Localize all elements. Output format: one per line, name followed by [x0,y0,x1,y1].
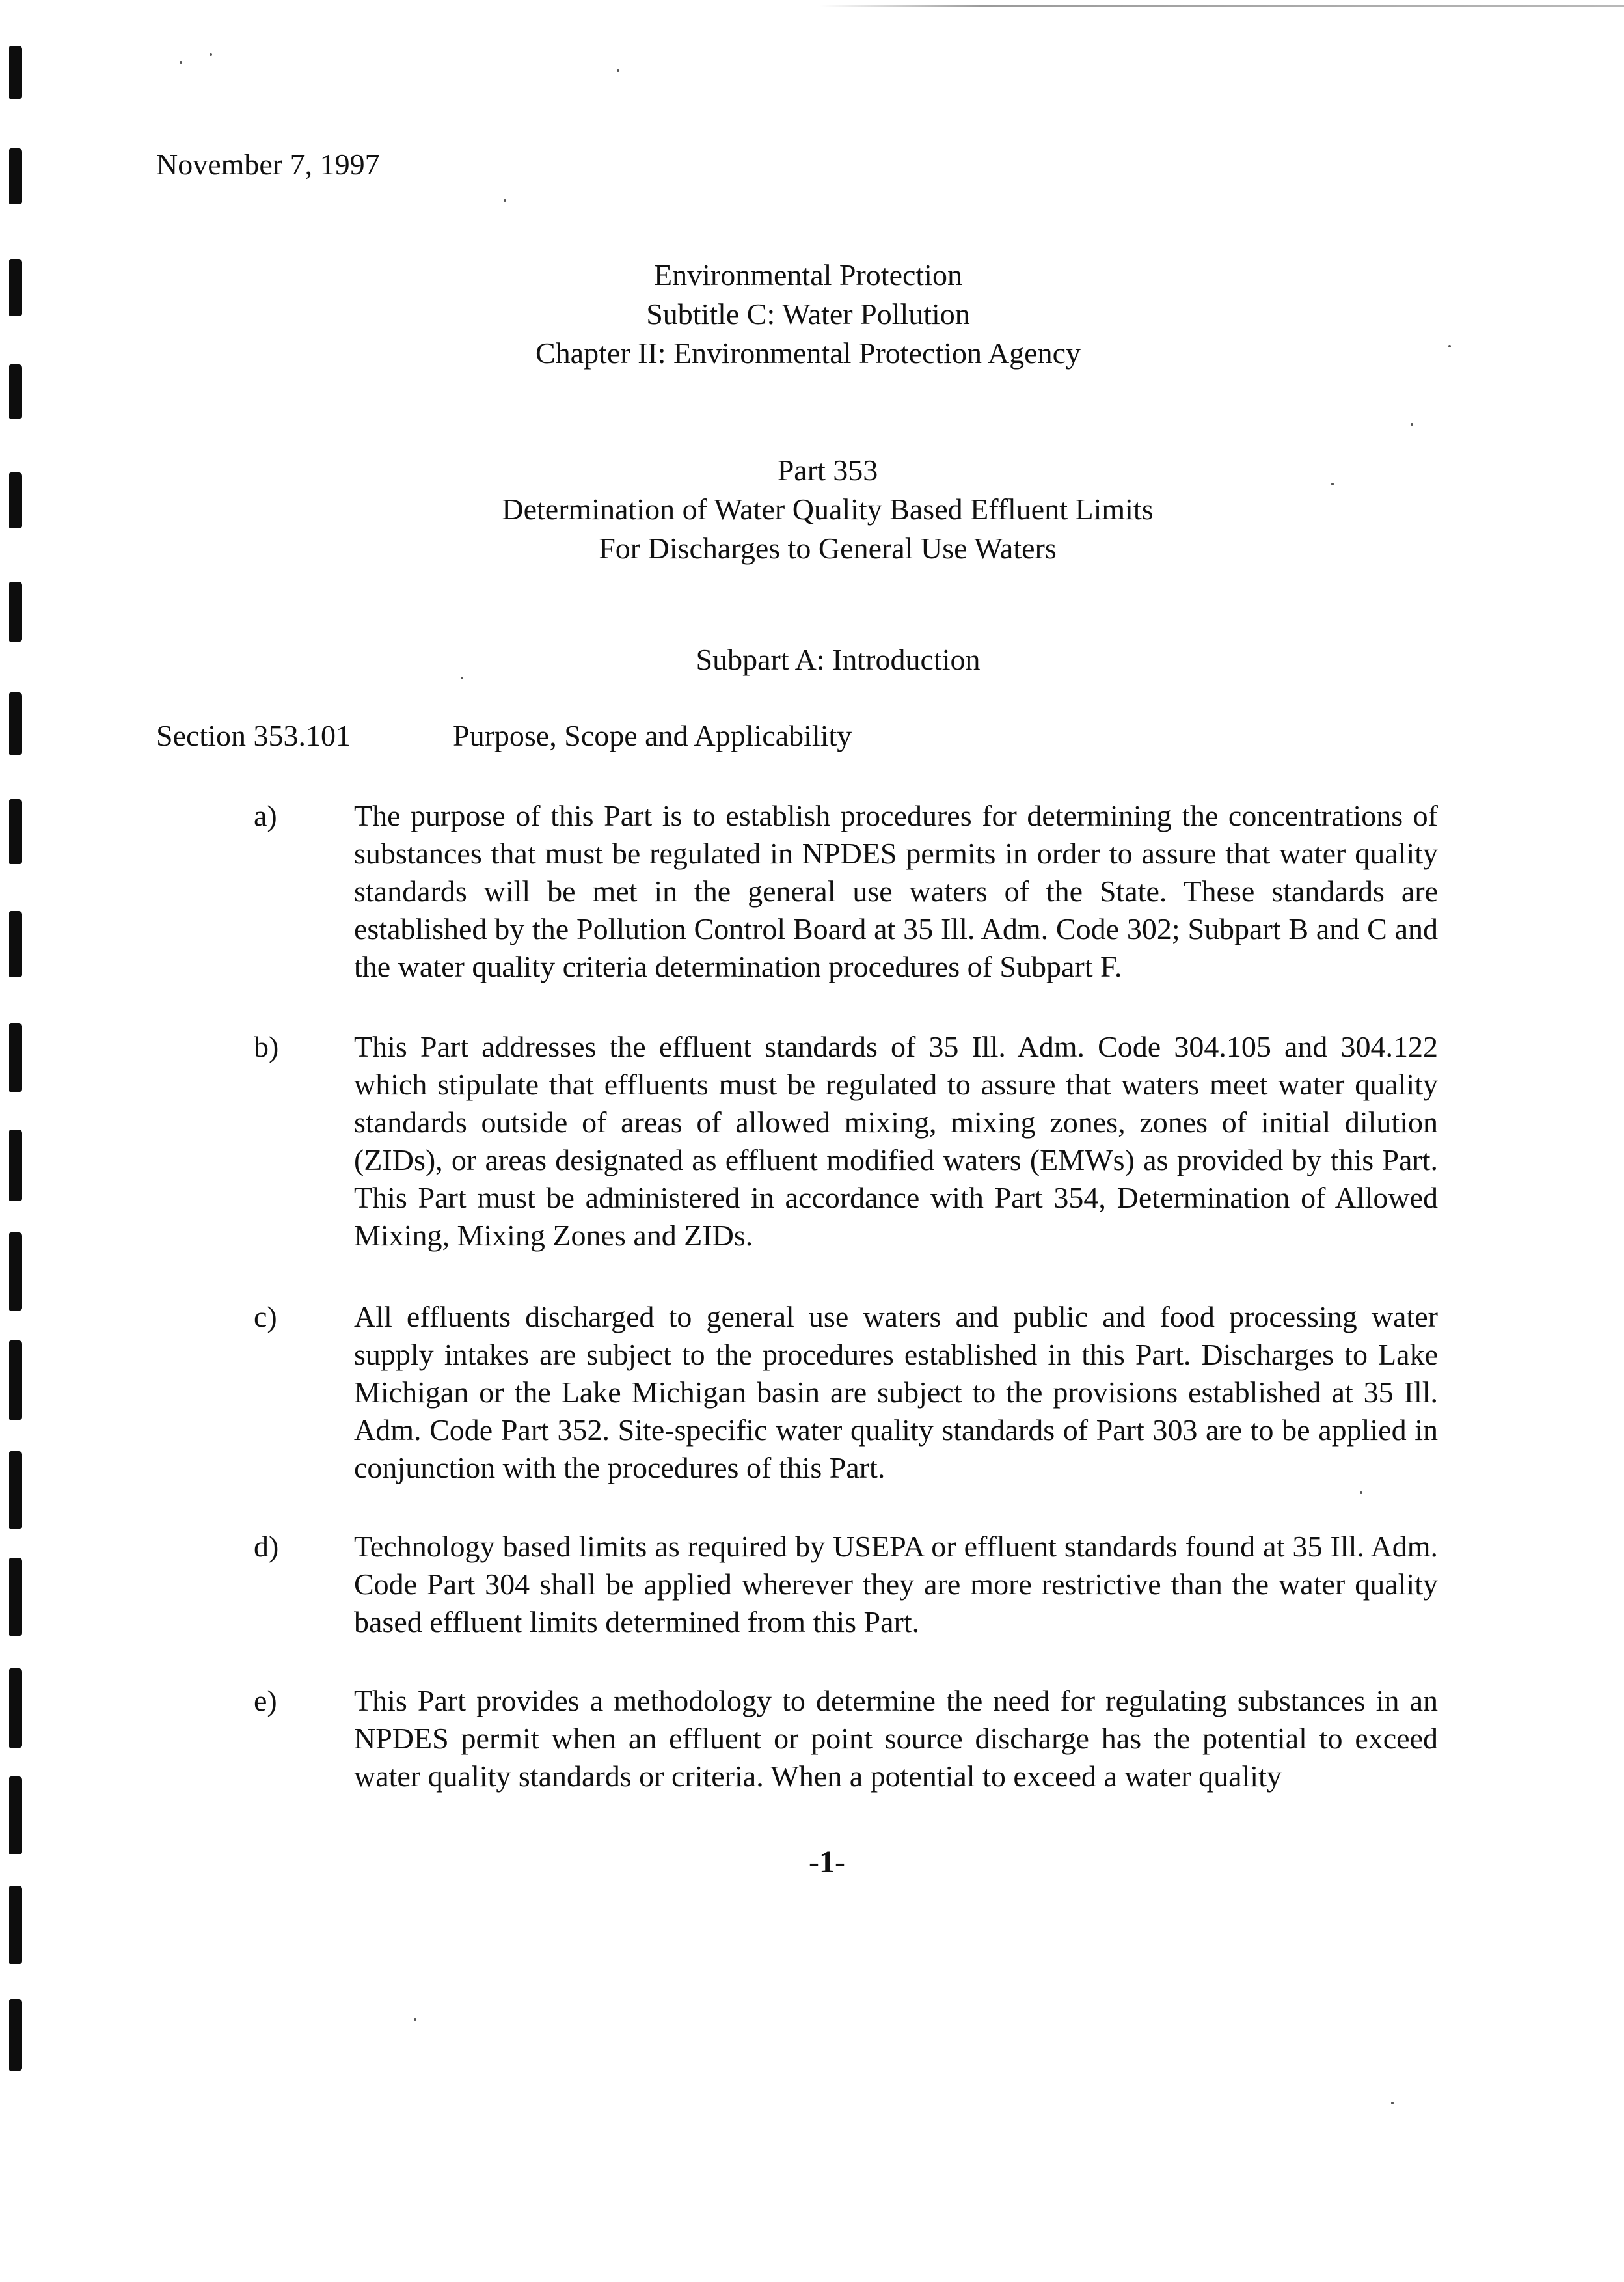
binding-mark [9,911,22,977]
binding-mark [9,1886,22,1964]
scan-speck [1360,1491,1362,1494]
binding-mark [9,1232,22,1311]
paragraph-text: The purpose of this Part is to establish procedures for determining the concentrations of substances that must be regulated in NPDES permits in order to assure that water quality standards will be met in the general use waters of the State. These standards are established by the Pollution Control Board at 35 Ill. Adm. Code 302; Subpart B and C and the water quality criteria determination procedures of Subpart F. [354,799,1438,983]
scan-speck [617,69,619,72]
paragraph-text: All effluents discharged to general use waters and public and food processing water supply intakes are subject to the procedures established in this Part. Discharges to Lake Michigan or the Lake Michigan basin are subject to the provisions established at 35 Ill. Adm. Code Part 352. Site-specific water quality standards of Part 303 are to be applied in conjunction with the procedures of this Part. [354,1300,1438,1484]
binding-mark [9,1999,22,2071]
document-date: November 7, 1997 [156,148,380,181]
scan-speck [180,61,182,64]
binding-mark [9,1340,22,1420]
agency-heading [0,256,1620,373]
section-title: Purpose, Scope and Applicability [453,719,852,752]
binding-mark [9,1776,22,1854]
scan-speck [414,2018,416,2021]
page-number: -1- [809,1845,845,1879]
binding-mark [9,1668,22,1748]
binding-mark [9,1130,22,1201]
heading-chapter: Chapter II: Environmental Protection Agency [535,336,1081,370]
paragraph-marker: b) [254,1030,279,1063]
paragraph-text: Technology based limits as required by USEPA or effluent standards found at 35 Ill. Adm. Code Part 304 shall be applied wherever they are more restrictive than the water quality based effluent limits determined from this Part. [354,1530,1438,1638]
subpart-title: Subpart A: Introduction [696,643,981,676]
part-number: Part 353 [777,454,878,487]
binding-mark [9,46,22,99]
binding-mark [9,692,22,755]
part-title: Determination of Water Quality Based Effluent Limits [502,493,1154,526]
subpart-heading [26,640,1624,679]
paragraph-marker: a) [254,799,277,832]
binding-mark [9,148,22,204]
binding-mark [9,799,22,864]
paragraph-text: This Part addresses the effluent standards of 35 Ill. Adm. Code 304.105 and 304.122 which stipulate that effluents must be regulated to assure that waters meet water quality standards outside of areas of allowed mixing, mixing zones, zones of initial dilution (ZIDs), or areas designated as effluent modified waters (EMWs) as provided by this Part. This Part must be administered in accordance with Part 354, Determination of Allowed Mixing, Mixing Zones and ZIDs. [354,1030,1438,1252]
paragraph-marker: e) [254,1684,277,1717]
paragraph-marker: d) [254,1530,279,1563]
scan-speck [210,53,212,56]
heading-subtitle: Subtitle C: Water Pollution [646,297,970,331]
scan-speck [504,199,506,202]
binding-mark [9,1558,22,1636]
binding-mark [9,582,22,642]
paragraph-marker: c) [254,1300,277,1333]
paragraph-text: This Part provides a methodology to determine the need for regulating substances in an NPDES permit when an effluent or point source discharge has the potential to exceed water quality standards or criteria. When a potential to exceed a water quality [354,1684,1438,1793]
scan-speck [1411,423,1413,426]
section-number: Section 353.101 [156,719,351,752]
heading-title: Environmental Protection [654,258,962,292]
binding-mark [9,1023,22,1092]
part-heading [16,451,1624,568]
scan-speck [1391,2102,1394,2104]
binding-mark [9,1451,22,1529]
part-title-continued: For Discharges to General Use Waters [599,532,1057,565]
scan-edge-line [820,5,1624,7]
